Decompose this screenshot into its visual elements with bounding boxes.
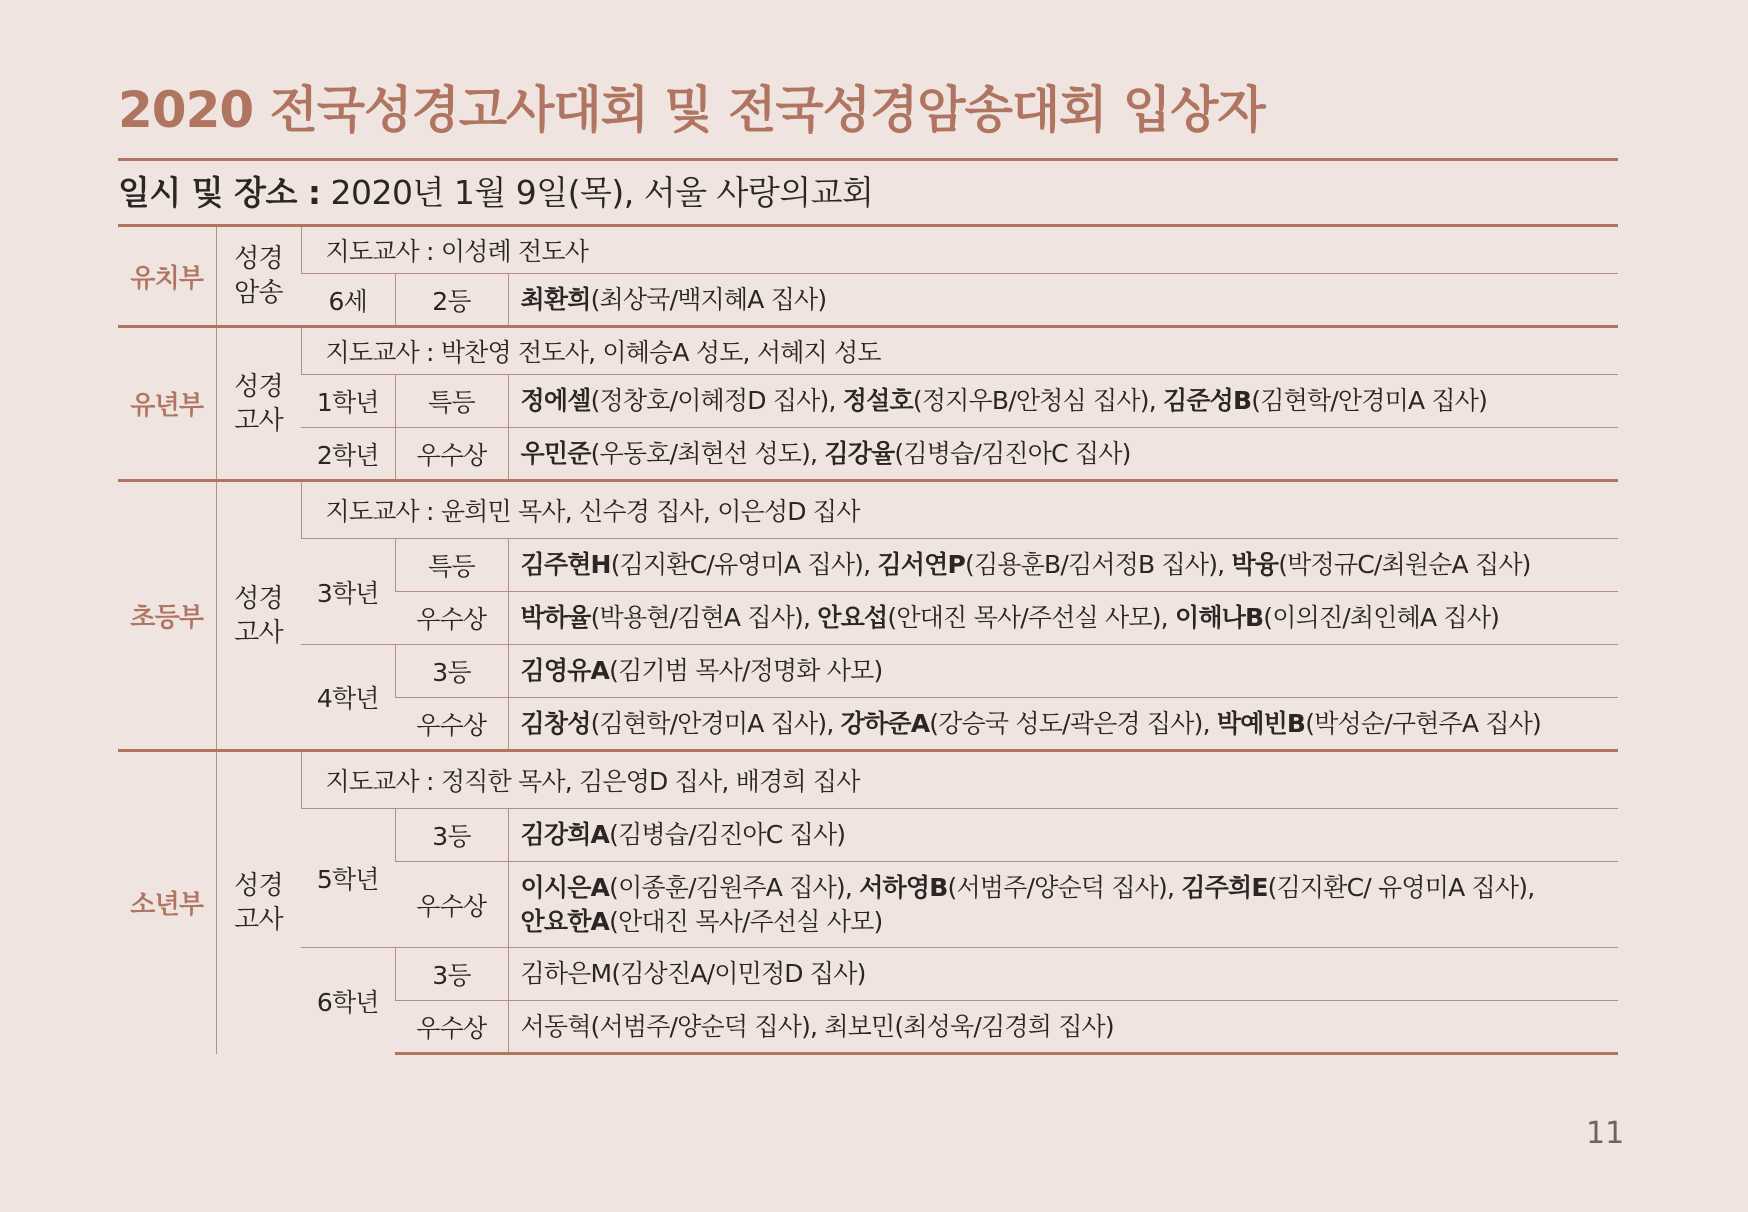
- section-row-primary: [118, 327, 1618, 375]
- winner-name: 우민준: [520, 438, 591, 468]
- winner-parents: (김용훈B/김서정B 집사),: [965, 550, 1232, 579]
- result-row: [118, 375, 1618, 428]
- grade-cell: 4학년: [301, 645, 395, 751]
- category-line: 암송: [234, 278, 283, 308]
- award-cell: 우수상: [395, 862, 508, 948]
- winner-name: 김주현H: [520, 550, 611, 579]
- winner-name: 정설호: [842, 386, 913, 415]
- winners-cell: [508, 645, 1618, 698]
- award-cell: 3등: [395, 809, 508, 862]
- winner-name: 김강율: [824, 438, 895, 468]
- winners-cell: [508, 375, 1618, 428]
- winner-parents: (이의진/최인혜A 집사): [1263, 603, 1500, 632]
- winner-parents: (박성순/구현주A 집사): [1305, 708, 1541, 738]
- grade-cell: 6세: [301, 274, 395, 327]
- winner-name: 서하영B: [859, 872, 948, 902]
- winner-parents: (김지환C/유영미A 집사),: [610, 550, 878, 579]
- category-line: 성경: [234, 870, 283, 901]
- winner-parents: (안대진 목사/주선실 사모),: [887, 603, 1175, 632]
- award-cell: 우수상: [395, 592, 508, 645]
- winner-name: 박예빈B: [1216, 708, 1306, 738]
- award-cell: 3등: [395, 645, 508, 698]
- section-row-junior: [118, 751, 1618, 809]
- event-info: [118, 167, 873, 214]
- page-number: 11: [1586, 1116, 1625, 1151]
- winners-cell: [508, 274, 1618, 327]
- winner-parents: (김병습/김진아C 집사): [609, 820, 846, 849]
- winners-cell: [508, 592, 1618, 645]
- category-line: 성경: [234, 583, 283, 614]
- winners-line: [521, 905, 1619, 939]
- category-cell: [216, 226, 301, 327]
- teacher-info: 지도교사 : 윤희민 목사, 신수경 집사, 이은성D 집사: [301, 481, 1618, 539]
- winner-parents: (박용현/김현A 집사),: [590, 603, 818, 632]
- category-line: 성경: [234, 371, 283, 402]
- event-info-label: 일시 및 장소 :: [118, 173, 321, 212]
- award-cell: 특등: [395, 375, 508, 428]
- winner-parents: (최상국/백지혜A 집사): [590, 284, 827, 314]
- winner-name: 김준성B: [1162, 386, 1252, 415]
- category-line: 고사: [234, 904, 283, 935]
- winner-name: 이해나B: [1174, 603, 1264, 632]
- grade-cell: 5학년: [301, 809, 395, 948]
- winner-parents: (정창호/이혜정D 집사),: [590, 386, 843, 415]
- grade-cell: 6학년: [301, 948, 395, 1054]
- category-cell: [216, 327, 301, 481]
- winner-parents: (김지환C/ 유영미A 집사),: [1267, 872, 1535, 902]
- result-row: [118, 274, 1618, 327]
- award-cell: 특등: [395, 539, 508, 592]
- winners-cell: 김하은M(김상진A/이민정D 집사): [508, 948, 1618, 1001]
- winner-name: 김서연P: [877, 550, 965, 579]
- dept-label: 소년부: [118, 751, 216, 1054]
- page-title: 2020 전국성경고사대회 및 전국성경암송대회 입상자: [118, 81, 1265, 139]
- winner-name: 이시은A: [520, 872, 610, 902]
- winner-parents: (이종훈/김원주A 집사),: [609, 872, 860, 902]
- winner-parents: (서범주/양순덕 집사),: [947, 872, 1182, 902]
- award-cell: 우수상: [395, 698, 508, 751]
- winner-name: 최환희: [520, 284, 591, 314]
- dept-label: 유년부: [118, 327, 216, 481]
- winners-cell: [508, 428, 1618, 481]
- dept-label: 유치부: [118, 226, 216, 327]
- teacher-info: 지도교사 : 박찬영 전도사, 이혜승A 성도, 서혜지 성도: [301, 327, 1618, 375]
- winners-cell: [508, 862, 1618, 948]
- winner-name: 박융: [1231, 550, 1279, 579]
- winner-name: 강하준A: [840, 708, 930, 738]
- category-cell: [216, 481, 301, 751]
- award-cell: 우수상: [395, 1001, 508, 1054]
- winner-parents: (김기범 목사/정명화 사모): [609, 656, 883, 685]
- award-cell: 2등: [395, 274, 508, 327]
- section-row-kindergarten: [118, 226, 1618, 274]
- category-line: 고사: [234, 617, 283, 648]
- winner-name: 정에셀: [520, 386, 591, 415]
- winner-parents: (우동호/최현선 성도),: [590, 438, 825, 468]
- winner-parents: (김병습/김진아C 집사): [894, 438, 1131, 468]
- winner-name: 안요섭: [817, 603, 888, 632]
- grade-cell: 1학년: [301, 375, 395, 428]
- winner-parents: (안대진 목사/주선실 사모): [609, 906, 883, 936]
- winners-cell: [508, 809, 1618, 862]
- category-line: 고사: [234, 405, 283, 436]
- winner-name: 김주희E: [1181, 872, 1268, 902]
- grade-cell: 2학년: [301, 428, 395, 481]
- winner-name: 김영유A: [520, 656, 610, 685]
- dept-label: 초등부: [118, 481, 216, 751]
- winner-name: 안요한A: [520, 906, 610, 936]
- teacher-info: 지도교사 : 정직한 목사, 김은영D 집사, 배경희 집사: [301, 751, 1618, 809]
- result-row: [118, 948, 1618, 1001]
- award-cell: 3등: [395, 948, 508, 1001]
- result-row: [118, 809, 1618, 862]
- event-info-value: 2020년 1월 9일(목), 서울 사랑의교회: [320, 173, 874, 212]
- winner-parents: (김현학/안경미A 집사),: [590, 708, 841, 738]
- category-cell: [216, 751, 301, 1054]
- winners-cell: [508, 539, 1618, 592]
- result-row: [118, 539, 1618, 592]
- winner-parents: (김현학/안경미A 집사): [1251, 386, 1488, 415]
- winner-parents: (박정규C/최원순A 집사): [1278, 550, 1531, 579]
- winner-name: 김창성: [520, 708, 591, 738]
- award-cell: 우수상: [395, 428, 508, 481]
- winner-parents: (강승국 성도/곽은경 집사),: [929, 708, 1217, 738]
- winner-parents: (정지우B/안청심 집사),: [912, 386, 1163, 415]
- results-table: [118, 224, 1618, 1055]
- result-row: [118, 645, 1618, 698]
- winners-cell: 서동혁(서범주/양순덕 집사), 최보민(최성욱/김경희 집사): [508, 1001, 1618, 1054]
- winner-name: 박하율: [520, 603, 591, 632]
- section-row-elementary: [118, 481, 1618, 539]
- winners-cell: [508, 698, 1618, 751]
- winner-name: 김강희A: [520, 820, 610, 849]
- winners-line: [521, 871, 1619, 905]
- category-line: 성경: [234, 244, 283, 274]
- grade-cell: 3학년: [301, 539, 395, 645]
- result-row: [118, 428, 1618, 481]
- teacher-info: 지도교사 : 이성례 전도사: [301, 226, 1618, 274]
- title-divider: [118, 158, 1618, 161]
